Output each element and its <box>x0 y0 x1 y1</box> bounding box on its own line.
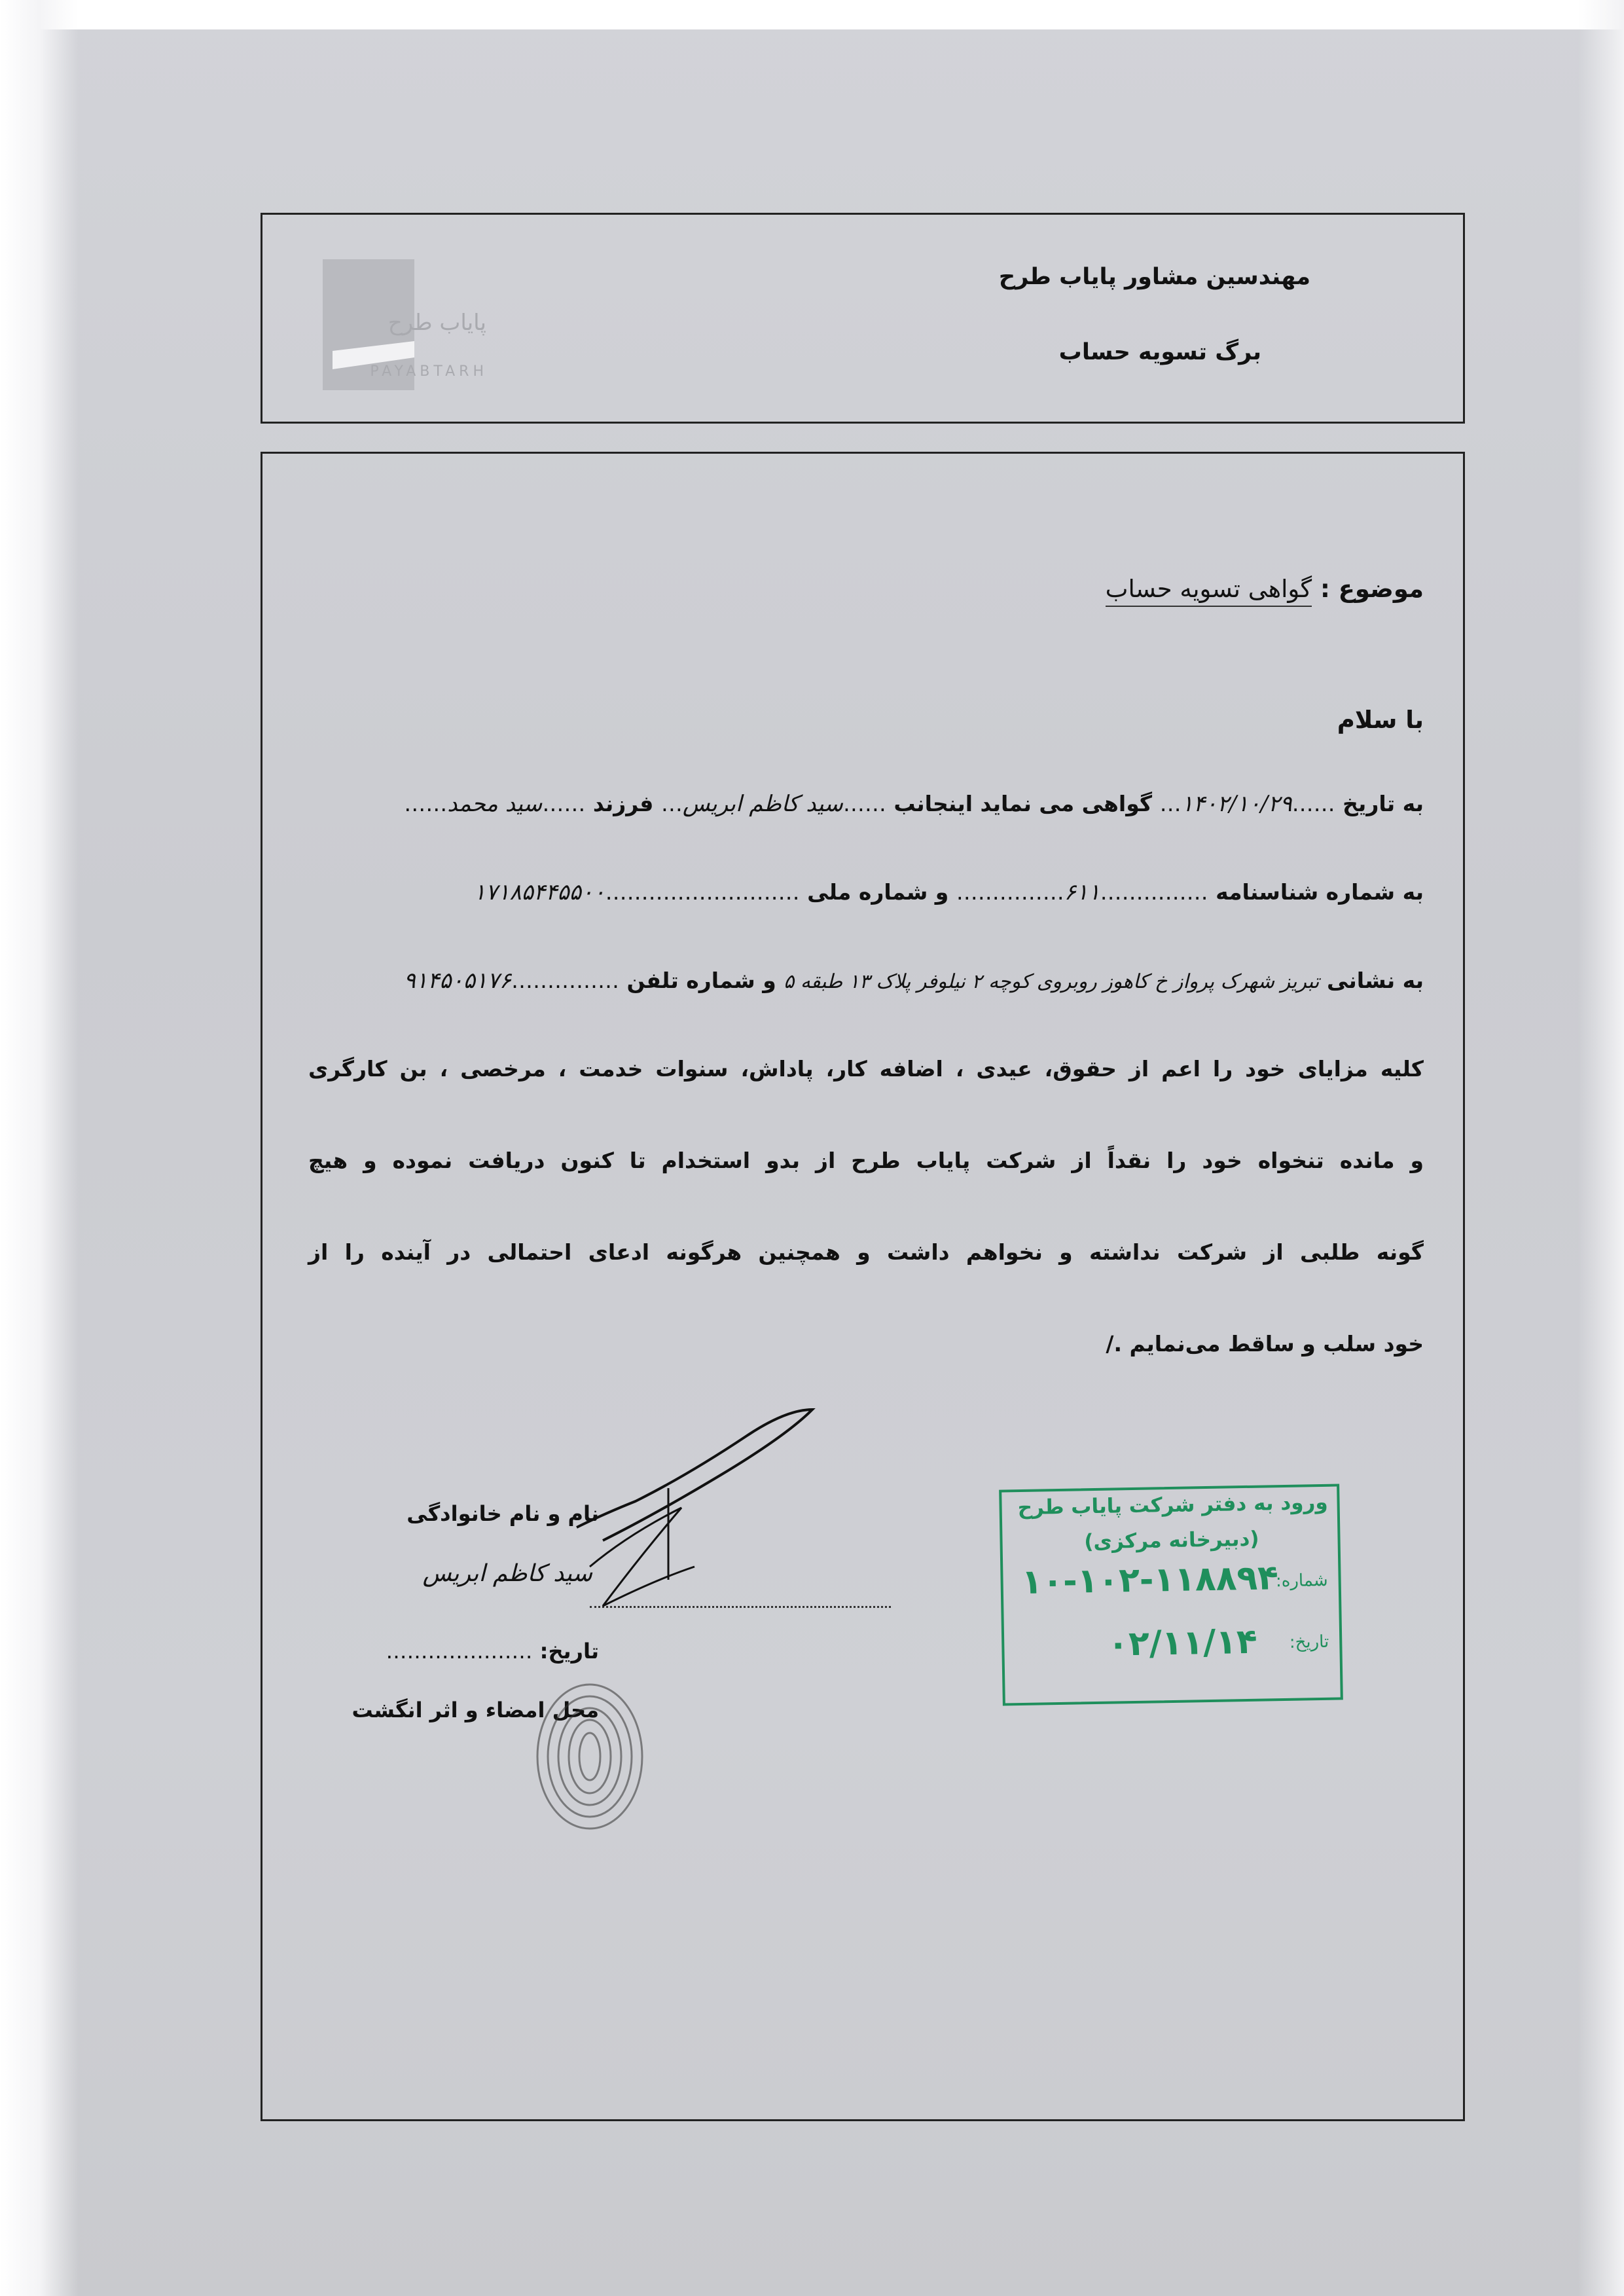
signature-date-label-text: تاریخ: <box>539 1639 599 1664</box>
signature-place-label: محل امضاء و اثر انگشت <box>352 1698 599 1722</box>
line1-text-c: فرزند <box>592 791 654 816</box>
logo-text-fa: پایاب طرح <box>388 310 486 336</box>
dots: … <box>660 791 683 816</box>
logo-text-en: PAYABTARH <box>370 363 488 380</box>
line3-text-b: و شماره تلفن <box>626 968 776 993</box>
subject-value: گواهی تسویه حساب <box>1106 575 1312 607</box>
line1-text-b: گواهی می نماید اینجانب <box>893 791 1153 816</box>
name-field-dots: …… <box>842 791 886 816</box>
form-title: برگ تسویه حساب <box>1058 339 1261 365</box>
scan-right-margin <box>1578 0 1624 2296</box>
subject-label: موضوع : <box>1320 575 1424 603</box>
stamp-title: ورود به دفتر شرکت پایاب طرح <box>1017 1490 1328 1520</box>
line2-text-b: و شماره ملی <box>807 879 949 905</box>
registry-stamp <box>999 1484 1343 1705</box>
dots: ………………… <box>386 1639 533 1664</box>
dots: ……………………… <box>605 879 800 905</box>
handwritten-national-id: ۱۷۱۸۵۴۴۵۵۰۰ <box>473 879 605 905</box>
handwritten-address: تبریز شهرک پرواز خ کاهوز روبروی کوچه ۲ نیلوفر پلاک ۱۳ طبقه ۵ <box>784 970 1320 993</box>
handwritten-father-name: سید محمد <box>447 791 543 817</box>
handwritten-signature-name: سید کاظم ابریس <box>422 1560 592 1587</box>
stamp-subtitle: (دبیرخانه مرکزی) <box>1084 1527 1259 1554</box>
handwritten-date: ۱۴۰۲/۱۰/۲۹ <box>1181 791 1292 817</box>
stamp-date-value: ۰۲/۱۱/۱۴ <box>1107 1622 1258 1664</box>
dots: …… <box>404 791 448 816</box>
body-paragraph-1: کلیه مزایای خود را اعم از حقوق، عیدی ، اضافه کار، پاداش، سنوات خدمت ، مرخصی ، بن کارگری <box>308 1056 1424 1082</box>
dots: …………… <box>511 968 619 993</box>
greeting: با سلام <box>1337 706 1424 734</box>
header-box <box>261 213 1465 424</box>
signature-name-label: نام و نام خانوادگی <box>406 1501 599 1526</box>
body-paragraph-3: گونه طلبی از شرکت نداشته و نخواهم داشت و همچنین هرگونه ادعای احتمالی در آینده را از <box>308 1239 1424 1265</box>
line3-text-a: به نشانی <box>1326 968 1424 993</box>
dots: …………… <box>956 879 1064 905</box>
stamp-number-label: شماره: <box>1275 1570 1328 1592</box>
signature-stroke-1 <box>577 1410 812 1540</box>
handwritten-name: سید کاظم ابریس <box>682 791 843 817</box>
fingerprint-icon <box>537 1685 642 1829</box>
stamp-date-label: تاریخ: <box>1289 1631 1329 1652</box>
handwritten-id-number: ۶۱۱ <box>1064 879 1100 905</box>
line2-text-a: به شماره شناسنامه <box>1216 879 1424 905</box>
signature-drawing <box>262 454 1467 2123</box>
father-field-dots: …… <box>542 791 586 816</box>
scan-top-margin <box>0 0 1624 29</box>
dots: …………… <box>1100 879 1208 905</box>
dots: … <box>1159 791 1182 816</box>
date-field: …… <box>1291 791 1335 816</box>
body-paragraph-4: خود سلب و ساقط می‌نمایم ./ <box>1106 1331 1424 1357</box>
line1-text-a: به تاریخ <box>1343 791 1424 816</box>
body-paragraph-2: و مانده تنخواه خود را نقداً از شرکت پایاب طرح از بدو استخدام تا کنون دریافت نموده و هیچ <box>308 1148 1424 1173</box>
signature-stroke-2 <box>590 1508 695 1606</box>
company-name: مهندسین مشاور پایاب طرح <box>998 264 1310 290</box>
scan-left-margin <box>0 0 79 2296</box>
company-logo <box>323 259 493 390</box>
letter-body-box <box>261 452 1465 2121</box>
handwritten-phone: ۹۱۴۵۰۵۱۷۶ <box>403 968 511 994</box>
stamp-number-value: ۱۰-۱۰۲-۱۱۸۸۹۴ <box>1021 1558 1279 1602</box>
